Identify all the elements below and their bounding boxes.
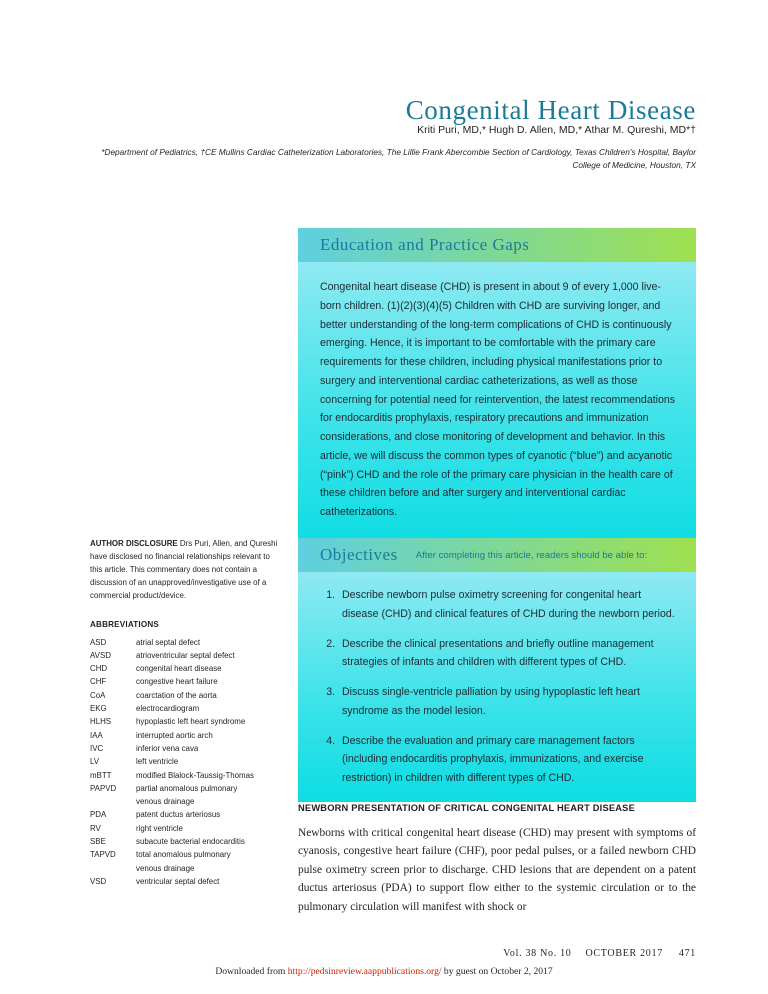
table-row — [90, 676, 280, 689]
abbrev-key: RV — [90, 823, 101, 833]
disclosure-text: Drs Puri, Allen, and Qureshi have disclosed no financial relationships relevant to this article. This commentary does not contain a discussion of an unapproved/investigative use of a commercial product/device. — [90, 539, 278, 600]
abbrev-value: right ventricle — [136, 823, 183, 833]
objectives-box — [298, 538, 696, 802]
page-title: Congenital Heart Disease — [405, 95, 696, 126]
download-source-link[interactable]: http://pedsinreview.aappublications.org/ — [287, 966, 442, 977]
table-row — [90, 796, 280, 809]
abbrev-key: LV — [90, 757, 100, 767]
abbrev-key: EKG — [90, 704, 107, 714]
download-prefix: Downloaded from — [215, 966, 288, 977]
footer-citation — [503, 948, 696, 959]
table-row — [90, 650, 280, 663]
table-row — [90, 690, 280, 703]
table-row — [90, 809, 280, 822]
table-row — [90, 849, 280, 862]
abbrev-key: VSD — [90, 876, 107, 886]
section-heading: NEWBORN PRESENTATION OF CRITICAL CONGENITAL HEART DISEASE — [298, 803, 635, 813]
section-paragraph: Newborns with critical congenital heart disease (CHD) may present with symptoms of cyanosis, congestive heart failure (CHF), poor pedal pulses, or a failed newborn CHD pulse oximetry screen prior to discharge. CHD lesions that are dependent on a patent ductus arteriosus (PDA) to support flow either to the systemic circulation or to the pulmonary circulation will manifest with shock or — [298, 827, 696, 913]
gaps-heading: Education and Practice Gaps — [320, 235, 530, 254]
table-row — [90, 823, 280, 836]
objectives-heading: Objectives — [320, 545, 398, 564]
abbrev-value: hypoplastic left heart syndrome — [136, 717, 246, 727]
abbrev-value: inferior vena cava — [136, 743, 199, 753]
abbrev-key: CoA — [90, 690, 106, 700]
table-row — [90, 770, 280, 783]
abbrev-value: ventricular septal defect — [136, 876, 220, 886]
abbrev-key: ASD — [90, 637, 107, 647]
abbrev-key: mBTT — [90, 770, 112, 780]
abbrev-value: partial anomalous pulmonary — [136, 783, 238, 793]
abbrev-value: congestive heart failure — [136, 677, 218, 687]
abbrev-value: left ventricle — [136, 757, 179, 767]
list-item: 2. Describe the clinical presentations and briefly outline management strategies of infants and children with different types of CHD. — [338, 635, 676, 673]
abbrev-value-cont: venous drainage — [136, 797, 195, 807]
abbrev-value: atrial septal defect — [136, 637, 201, 647]
table-row — [90, 663, 280, 676]
abbrev-value: coarctation of the aorta — [136, 690, 217, 700]
footer-month: OCTOBER 2017 — [585, 948, 663, 959]
abbrev-value: total anomalous pulmonary — [136, 850, 231, 860]
footer-download-line — [0, 966, 768, 977]
table-row — [90, 637, 280, 650]
abbrev-value: atrioventricular septal defect — [136, 650, 235, 660]
abbrev-value: subacute bacterial endocarditis — [136, 837, 245, 847]
abbrev-key: TAPVD — [90, 850, 116, 860]
list-item: 1. Describe newborn pulse oximetry screening for congenital heart disease (CHD) and clinical features of CHD during the newborn period. — [338, 586, 676, 624]
list-item: 4. Describe the evaluation and primary care management factors (including endocarditis prophylaxis, immunizations, and exercise restriction) in children with different types of CHD. — [338, 732, 676, 788]
abbrev-value: modified Blalock-Taussig-Thomas — [136, 770, 254, 780]
table-row — [90, 756, 280, 769]
education-practice-gaps-box — [298, 228, 696, 546]
abbrev-value-cont: venous drainage — [136, 863, 195, 873]
table-row — [90, 876, 280, 889]
table-row — [90, 730, 280, 743]
abbrev-key: CHF — [90, 677, 107, 687]
abbrev-key: IVC — [90, 743, 104, 753]
table-row — [90, 783, 280, 796]
abbrev-value: electrocardiogram — [136, 704, 200, 714]
author-disclosure — [90, 538, 280, 602]
footer-volume: Vol. 38 No. 10 — [503, 948, 572, 959]
download-suffix: by guest on October 2, 2017 — [441, 966, 553, 977]
abbrev-key: CHD — [90, 664, 108, 674]
objectives-list — [320, 586, 676, 788]
table-row — [90, 743, 280, 756]
table-row — [90, 836, 280, 849]
abbrev-key: PDA — [90, 810, 107, 820]
abbrev-key: SBE — [90, 837, 106, 847]
abbreviations-table — [90, 637, 280, 890]
objectives-subheading: After completing this article, readers should be able to: — [415, 549, 648, 561]
abbrev-key: IAA — [90, 730, 103, 740]
disclosure-label: AUTHOR DISCLOSURE — [90, 539, 178, 548]
abbrev-key: HLHS — [90, 717, 112, 727]
abbrev-value: interrupted aortic arch — [136, 730, 213, 740]
list-item: 3. Discuss single-ventricle palliation by using hypoplastic left heart syndrome as the model lesion. — [338, 683, 676, 721]
author-list: Kriti Puri, MD,* Hugh D. Allen, MD,* Athar M. Qureshi, MD*† — [417, 124, 696, 136]
objectives-header — [298, 538, 696, 572]
footer-page-number: 471 — [678, 948, 696, 959]
left-sidebar — [90, 538, 280, 889]
abbrev-key: AVSD — [90, 650, 111, 660]
abbrev-key: PAPVD — [90, 783, 117, 793]
abbrev-value: patent ductus arteriosus — [136, 810, 221, 820]
affiliation-text: *Department of Pediatrics, †CE Mullins Cardiac Catheterization Laboratories, The Lillie Frank Abercombie Section of Cardiology, Texas Children's Hospital, Baylor College of Medicine, Houston, TX — [101, 147, 696, 170]
abbrev-value: congenital heart disease — [136, 664, 222, 674]
abbreviations-title: ABBREVIATIONS — [90, 620, 160, 630]
gaps-body: Congenital heart disease (CHD) is present in about 9 of every 1,000 live-born children. (1)(2)(3)(4)(5) Children with CHD are surviving longer, and better understanding of the long-term complications of CHD is continuously emerging. Hence, it is important to be comfortable with the primary care requirements for these children, including physical manifestations prior to surgery and interventional cardiac catheterizations, as well as those concerning for potential need for reintervention, the latest recommendations for endocarditis prophylaxis, respiratory precautions and immunization considerations, and close monitoring of development and behavior. In this article, we will discuss the common types of cyanotic (“blue”) and acyanotic (“pink”) CHD and the role of the primary care physician in the health care of these children before and after surgery and interventional cardiac catheterizations. — [298, 262, 696, 546]
table-row — [90, 703, 280, 716]
table-row — [90, 716, 280, 729]
objectives-body — [298, 572, 696, 802]
gaps-header — [298, 228, 696, 262]
table-row — [90, 863, 280, 876]
